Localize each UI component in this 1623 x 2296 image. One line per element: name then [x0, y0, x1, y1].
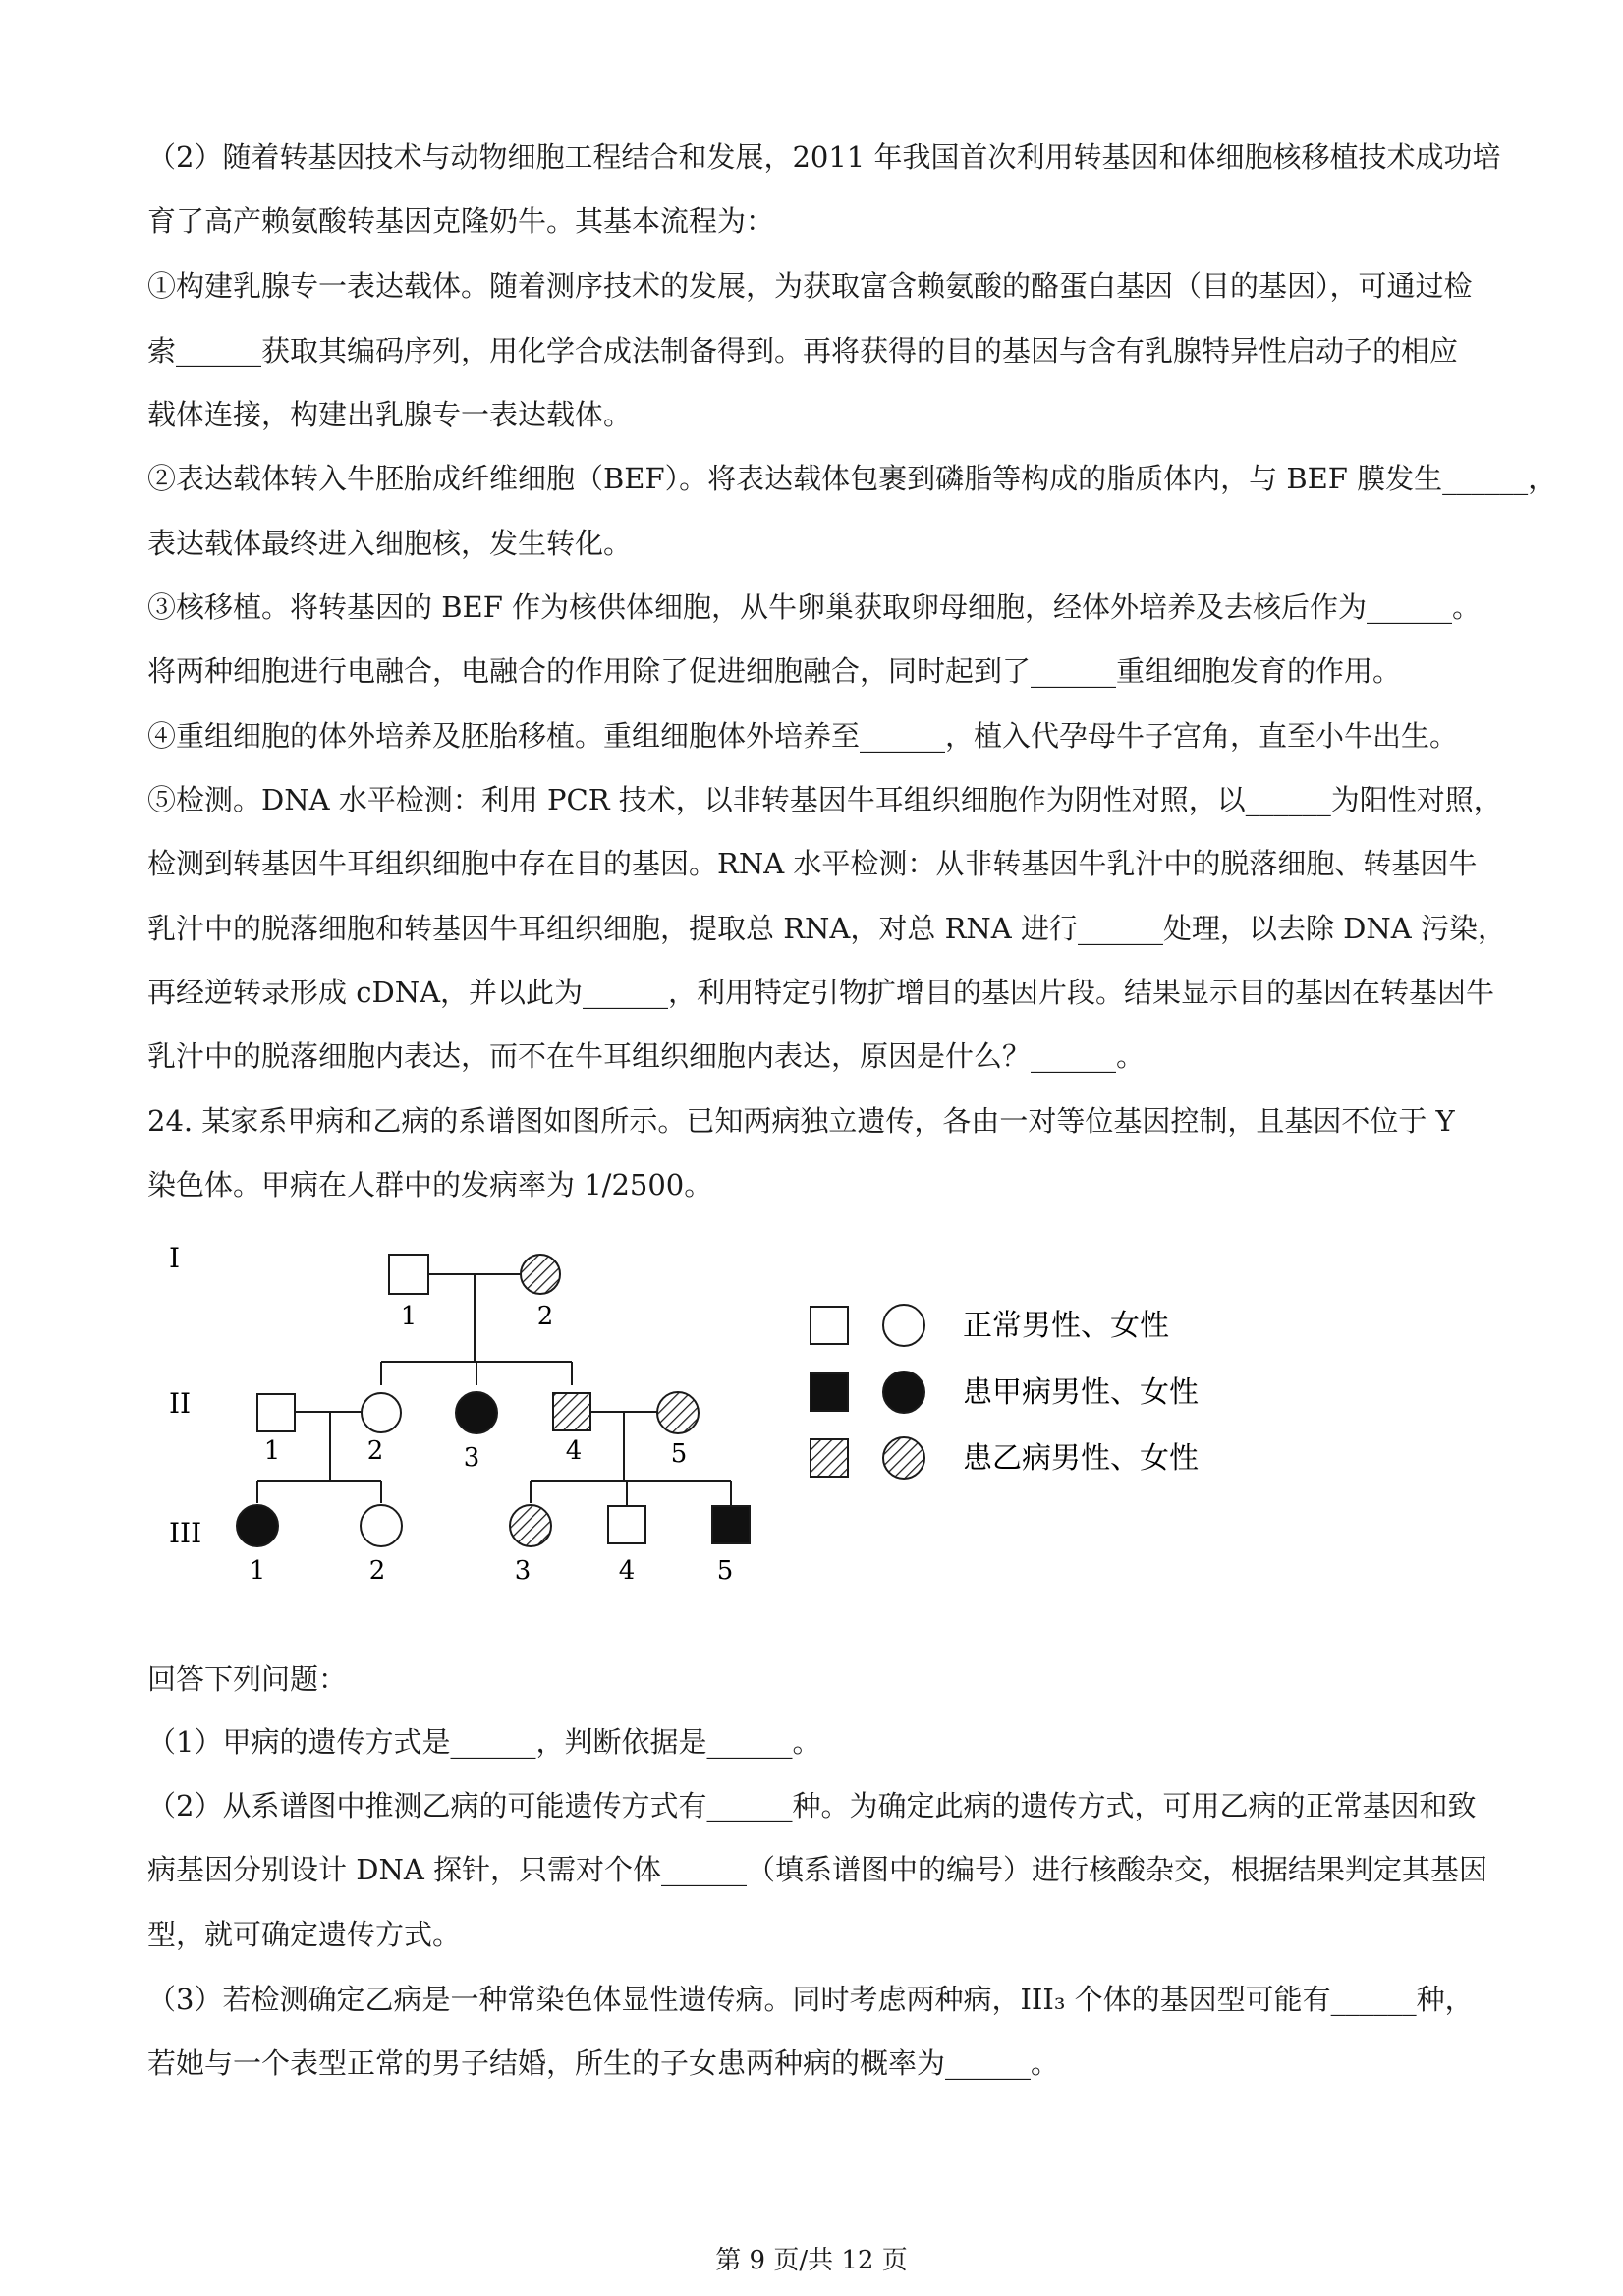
pedigree-III4-normal-male — [608, 1506, 645, 1543]
q24-question-line-5: 型，就可确定遗传方式。 — [147, 1918, 462, 1951]
q23-text-line-12: 检测到转基因牛耳组织细胞中存在目的基因。RNA 水平检测：从非转基因牛乳汁中的脱落细胞、转基因牛 — [147, 847, 1478, 880]
pedigree-label-II1: 1 — [263, 1436, 281, 1466]
q23-text-line-4: 索______获取其编码序列，用化学合成法制备得到。再将获得的目的基因与含有乳腺特异性启动子的相应 — [147, 334, 1459, 367]
q23-text-line-5: 载体连接，构建出乳腺专一表达载体。 — [147, 398, 633, 431]
legend-disease-b-female-symbol — [883, 1437, 924, 1479]
pedigree-label-II3: 3 — [463, 1443, 480, 1473]
pedigree-label-I1: 1 — [400, 1302, 418, 1331]
q23-text-line-2: 育了高产赖氨酸转基因克隆奶牛。其基本流程为： — [147, 204, 775, 238]
legend-disease-a-female-symbol — [883, 1372, 924, 1413]
q24-question-line-7: 若她与一个表型正常的男子结婚，所生的子女患两种病的概率为______。 — [147, 2046, 1060, 2080]
q24-question-line-4: 病基因分别设计 DNA 探针，只需对个体______（填系谱图中的编号）进行核酸杂交，根据结果判定其基因 — [147, 1853, 1488, 1886]
generation-label-II: II — [169, 1387, 192, 1420]
q23-text-line-1: （2）随着转基因技术与动物细胞工程结合和发展，2011 年我国首次利用转基因和体细胞核移植技术成功培 — [147, 140, 1501, 174]
pedigree-II5-disease-b-female — [657, 1392, 699, 1433]
pedigree-label-I2: 2 — [536, 1302, 554, 1331]
pedigree-connector-lines — [257, 1274, 731, 1506]
legend-disease-a-male-symbol — [811, 1373, 848, 1411]
pedigree-label-III3: 3 — [514, 1556, 532, 1586]
pedigree-label-III4: 4 — [618, 1556, 636, 1586]
q24-intro-line-2: 染色体。甲病在人群中的发病率为 1/2500。 — [147, 1168, 713, 1202]
q24-question-line-6: （3）若检测确定乙病是一种常染色体显性遗传病。同时考虑两种病，III₃ 个体的基因型可能有______种， — [147, 1983, 1474, 2016]
legend-disease-b-male-symbol — [811, 1439, 848, 1477]
pedigree-label-III1: 1 — [249, 1556, 266, 1586]
pedigree-I1-normal-male — [389, 1255, 428, 1294]
q24-question-line-2: （1）甲病的遗传方式是______，判断依据是______。 — [147, 1725, 821, 1759]
pedigree-II1-normal-male — [257, 1394, 295, 1431]
pedigree-label-III5: 5 — [716, 1556, 734, 1586]
pedigree-label-II5: 5 — [670, 1439, 688, 1469]
pedigree-label-II2: 2 — [366, 1436, 384, 1466]
legend-normal-male-symbol — [811, 1307, 848, 1344]
q23-text-line-7: 表达载体最终进入细胞核，发生转化。 — [147, 527, 633, 560]
pedigree-II3-disease-a-female — [456, 1392, 497, 1433]
q23-text-line-3: ①构建乳腺专一表达载体。随着测序技术的发展，为获取富含赖氨酸的酪蛋白基因（目的基因），可通过检 — [147, 269, 1473, 303]
pedigree-III3-disease-b-female — [510, 1505, 551, 1546]
q23-text-line-11: ⑤检测。DNA 水平检测：利用 PCR 技术，以非转基因牛耳组织细胞作为阴性对照，以______为阳性对照， — [147, 783, 1502, 816]
q23-text-line-8: ③核移植。将转基因的 BEF 作为核供体细胞，从牛卵巢获取卵母细胞，经体外培养及去核后作为______。 — [147, 590, 1482, 624]
pedigree-III2-normal-female — [361, 1505, 402, 1546]
legend-normal-female-symbol — [883, 1305, 924, 1346]
q23-text-line-6: ②表达载体转入牛胚胎成纤维细胞（BEF）。将表达载体包裹到磷脂等构成的脂质体内，与 BEF 膜发生______， — [147, 462, 1557, 495]
q23-text-line-15: 乳汁中的脱落细胞内表达，而不在牛耳组织细胞内表达，原因是什么？______。 — [147, 1039, 1146, 1073]
page-footer: 第 9 页/共 12 页 — [715, 2246, 908, 2275]
q23-text-line-9: 将两种细胞进行电融合，电融合的作用除了促进细胞融合，同时起到了______重组细胞发育的作用。 — [147, 654, 1402, 688]
legend-disease-a-label: 患甲病男性、女性 — [963, 1375, 1199, 1410]
q23-text-line-13: 乳汁中的脱落细胞和转基因牛耳组织细胞，提取总 RNA，对总 RNA 进行______处理，以去除 DNA 污染， — [147, 912, 1506, 945]
generation-label-I: I — [169, 1242, 181, 1274]
pedigree-svg — [147, 1223, 1267, 1606]
pedigree-label-II4: 4 — [565, 1436, 583, 1466]
q24-intro-line-1: 24. 某家系甲病和乙病的系谱图如图所示。已知两病独立遗传，各由一对等位基因控制，且基因不位于 Y — [147, 1104, 1455, 1138]
pedigree-III5-disease-a-male — [712, 1506, 750, 1543]
q23-text-line-14: 再经逆转录形成 cDNA，并以此为______，利用特定引物扩增目的基因片段。结果显示目的基因在转基因牛 — [147, 976, 1495, 1009]
pedigree-II2-normal-female — [362, 1393, 401, 1432]
pedigree-chart — [147, 1223, 1267, 1610]
legend-normal-label: 正常男性、女性 — [963, 1309, 1169, 1343]
legend-disease-b-label: 患乙病男性、女性 — [963, 1441, 1199, 1476]
pedigree-III1-disease-a-female — [237, 1505, 278, 1546]
pedigree-I2-disease-b-female — [521, 1255, 560, 1294]
q24-question-line-1: 回答下列问题： — [147, 1662, 348, 1696]
pedigree-II4-disease-b-male — [553, 1393, 590, 1430]
generation-label-III: III — [169, 1517, 202, 1549]
q23-text-line-10: ④重组细胞的体外培养及胚胎移植。重组细胞体外培养至______，植入代孕母牛子宫角，直至小牛出生。 — [147, 719, 1459, 753]
pedigree-label-III2: 2 — [368, 1556, 386, 1586]
q24-question-line-3: （2）从系谱图中推测乙病的可能遗传方式有______种。为确定此病的遗传方式，可用乙病的正常基因和致 — [147, 1789, 1477, 1822]
